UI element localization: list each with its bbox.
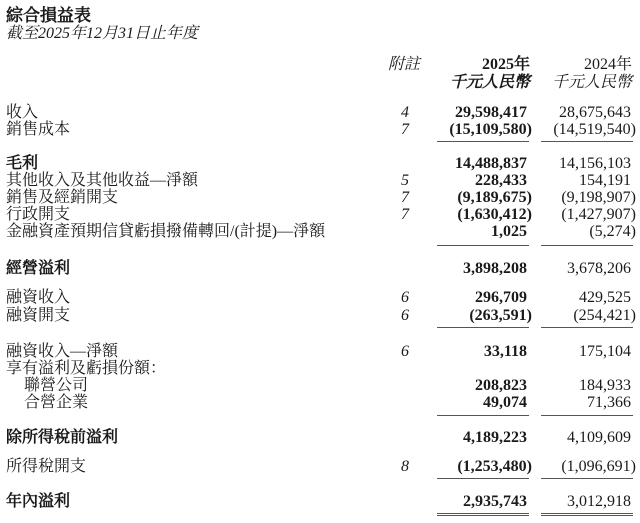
row-label: 其他收入及其他收益—淨額 bbox=[6, 172, 199, 189]
table-row bbox=[0, 360, 640, 378]
table-row bbox=[0, 260, 640, 278]
current-year-value: 4,189,223 bbox=[463, 429, 527, 446]
prior-year-value: (1,427,907) bbox=[561, 206, 636, 223]
table-row bbox=[0, 394, 640, 412]
current-year-value: 49,074 bbox=[483, 394, 527, 411]
row-note: 6 bbox=[401, 289, 409, 306]
table-row bbox=[0, 189, 640, 207]
table-row bbox=[0, 377, 640, 395]
current-year-header: 2025年 bbox=[481, 56, 530, 73]
current-year-value: 228,433 bbox=[475, 172, 527, 189]
row-label: 銷售及經銷開支 bbox=[6, 189, 119, 206]
row-label: 合營企業 bbox=[24, 394, 89, 411]
row-note: 6 bbox=[401, 307, 409, 324]
current-year-value: (1,253,480) bbox=[457, 458, 532, 475]
prior-year-value: 429,525 bbox=[579, 289, 631, 306]
row-label: 融資收入—淨額 bbox=[6, 343, 119, 360]
table-row bbox=[0, 289, 640, 307]
table-row bbox=[0, 104, 640, 122]
table-row bbox=[0, 121, 640, 139]
current-year-value: 3,898,208 bbox=[463, 260, 527, 277]
subtotal-underline bbox=[541, 245, 633, 246]
row-label: 銷售成本 bbox=[6, 121, 71, 138]
prior-year-value: (9,198,907) bbox=[561, 189, 636, 206]
subtotal-underline bbox=[541, 327, 633, 328]
row-note: 5 bbox=[401, 172, 409, 189]
prior-year-value: (5,274) bbox=[589, 223, 636, 240]
row-label: 融資收入 bbox=[6, 289, 71, 306]
row-label: 聯營公司 bbox=[24, 377, 89, 394]
prior-year-value: (254,421) bbox=[573, 307, 636, 324]
table-row bbox=[0, 223, 640, 241]
current-year-value: 14,488,837 bbox=[455, 155, 527, 172]
row-label: 除所得稅前溢利 bbox=[6, 429, 119, 446]
subtotal-underline bbox=[437, 478, 529, 479]
table-row bbox=[0, 307, 640, 325]
current-year-value: 208,823 bbox=[475, 377, 527, 394]
row-label: 所得稅開支 bbox=[6, 458, 87, 475]
prior-year-value: (1,096,691) bbox=[561, 458, 636, 475]
subtotal-underline bbox=[437, 141, 529, 142]
prior-year-value: (14,519,540) bbox=[553, 121, 636, 138]
current-year-value: 33,118 bbox=[483, 343, 527, 360]
row-label: 金融資產預期信貸虧損撥備轉回/(計提)—淨額 bbox=[6, 223, 326, 240]
subtotal-underline bbox=[541, 478, 633, 479]
current-year-value: 1,025 bbox=[491, 223, 527, 240]
table-row bbox=[0, 458, 640, 476]
table-row bbox=[0, 172, 640, 190]
current-year-value: (263,591) bbox=[469, 307, 532, 324]
row-label: 毛利 bbox=[6, 155, 39, 172]
table-row bbox=[0, 206, 640, 224]
prior-year-value: 28,675,643 bbox=[559, 104, 631, 121]
prior-currency-header: 千元人民幣 bbox=[551, 74, 632, 91]
subtotal-underline bbox=[437, 415, 529, 416]
prior-year-value: 71,366 bbox=[587, 394, 631, 411]
current-year-value: 296,709 bbox=[475, 289, 527, 306]
table-row bbox=[0, 155, 640, 173]
row-note: 8 bbox=[401, 458, 409, 475]
double-underline bbox=[541, 513, 633, 516]
note-column-header: 附註 bbox=[388, 56, 421, 73]
table-row bbox=[0, 343, 640, 361]
current-year-value: (1,630,412) bbox=[457, 206, 532, 223]
current-year-value: (9,189,675) bbox=[457, 189, 532, 206]
prior-year-value: 175,104 bbox=[579, 343, 631, 360]
row-note: 7 bbox=[401, 189, 409, 206]
table-row bbox=[0, 429, 640, 447]
row-note: 6 bbox=[401, 343, 409, 360]
prior-year-value: 4,109,609 bbox=[567, 429, 631, 446]
double-underline bbox=[437, 513, 529, 516]
current-currency-header: 千元人民幣 bbox=[449, 74, 530, 91]
row-label: 經營溢利 bbox=[6, 260, 71, 277]
subtotal-underline bbox=[541, 141, 633, 142]
prior-year-value: 3,678,206 bbox=[567, 260, 631, 277]
prior-year-value: 184,933 bbox=[579, 377, 631, 394]
current-year-value: 29,598,417 bbox=[455, 104, 527, 121]
subtotal-underline bbox=[541, 415, 633, 416]
subtotal-underline bbox=[437, 327, 529, 328]
table-row bbox=[0, 493, 640, 511]
row-label: 行政開支 bbox=[6, 206, 71, 223]
subtotal-underline bbox=[437, 245, 529, 246]
prior-year-value: 3,012,918 bbox=[567, 493, 631, 510]
current-year-value: 2,935,743 bbox=[463, 493, 527, 510]
statement-title: 綜合損益表 bbox=[6, 6, 91, 25]
row-note: 7 bbox=[401, 121, 409, 138]
current-year-value: (15,109,580) bbox=[449, 121, 532, 138]
row-note: 7 bbox=[401, 206, 409, 223]
row-note: 4 bbox=[401, 104, 409, 121]
prior-year-value: 154,191 bbox=[579, 172, 631, 189]
statement-period: 截至2025年12月31日止年度 bbox=[6, 25, 199, 42]
row-label: 收入 bbox=[6, 104, 39, 121]
row-label: 享有溢利及虧損份額： bbox=[6, 360, 167, 377]
row-label: 融資開支 bbox=[6, 307, 71, 324]
row-label: 年內溢利 bbox=[6, 493, 71, 510]
prior-year-value: 14,156,103 bbox=[559, 155, 631, 172]
prior-year-header: 2024年 bbox=[583, 56, 632, 73]
